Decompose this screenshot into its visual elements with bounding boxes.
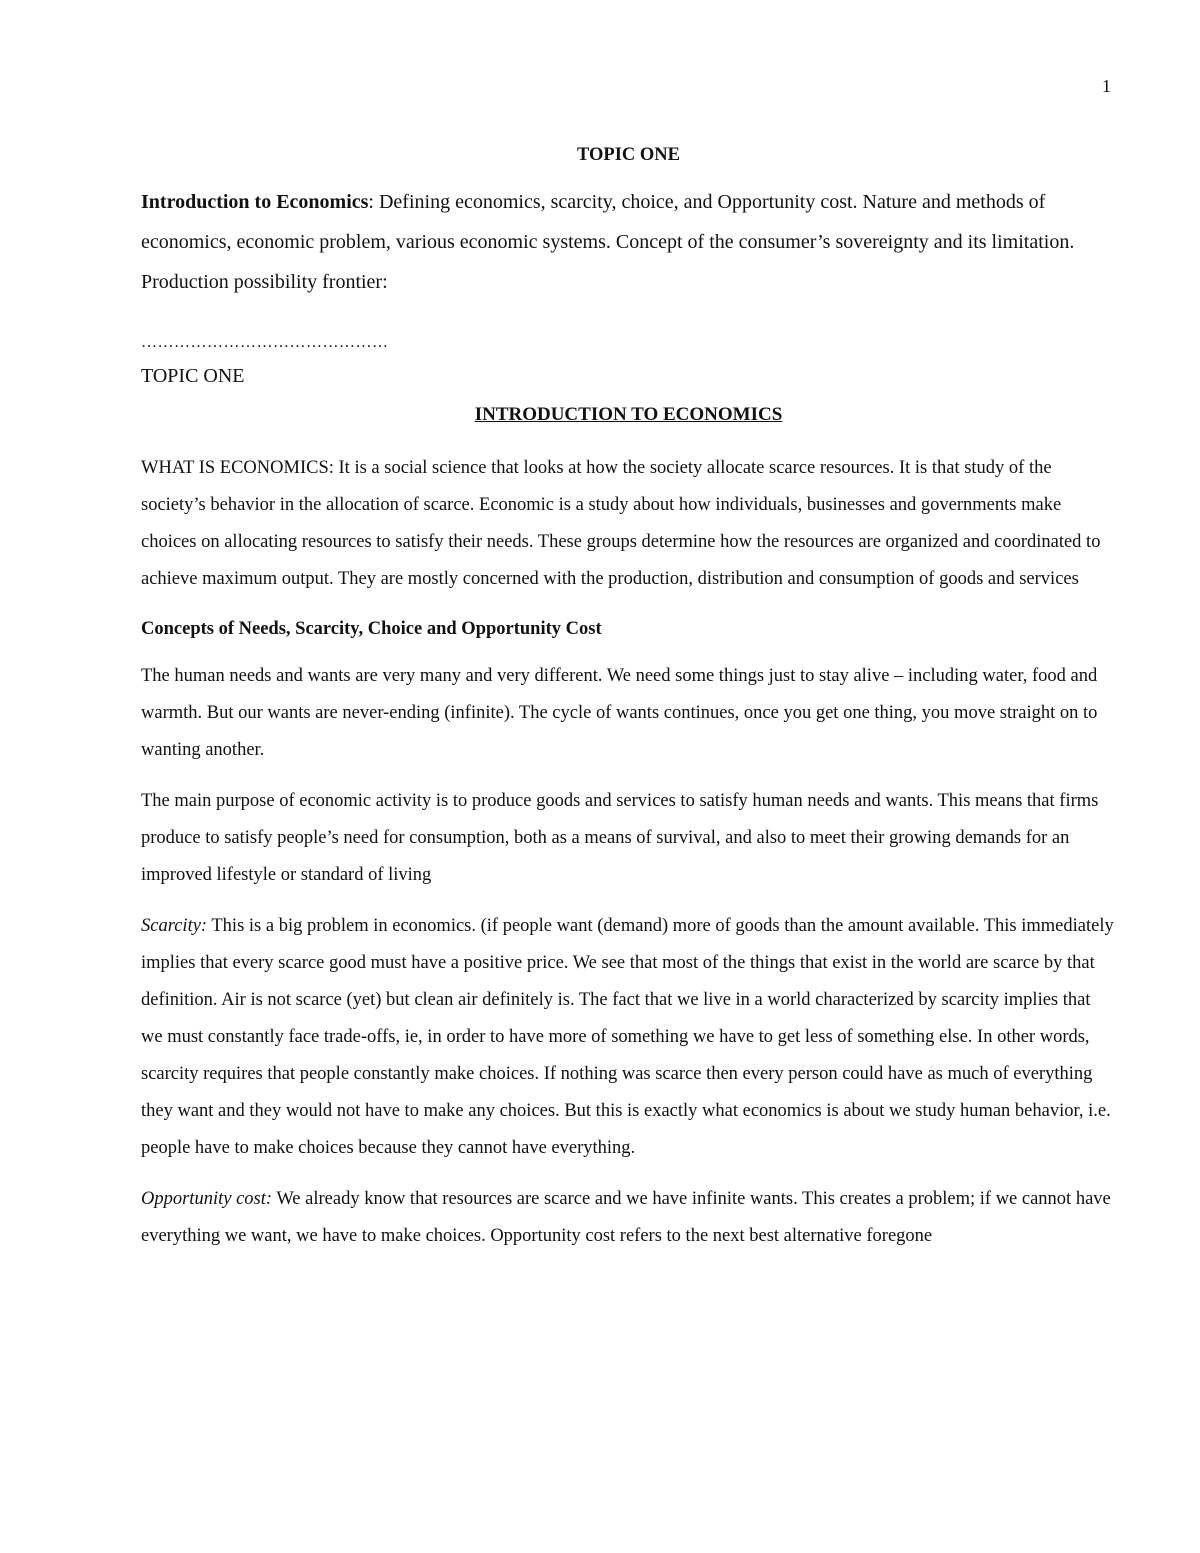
- scarcity-text: This is a big problem in economics. (if people want (demand) more of goods than the amount available. This immediately implies that every scarce good must have a positive price. We see that most of the things that exist in the world are scarce by that definition. Air is not scarce (yet) but clean air definitely is. The fact that we live in a world characterized by scarcity implies that we must constantly face trade-offs, ie, in order to have more of something we have to get less of something else. In other words, scarcity requires that people constantly make choices. If nothing was scarce then every person could have as much of everything they want and they would not have to make any choices. But this is exactly what economics is about we study human behavior, i.e. people have to make choices because they cannot have everything.: [141, 916, 1114, 1158]
- intro-paragraph: [141, 182, 1116, 302]
- scarcity-term: Scarcity:: [141, 916, 208, 936]
- opportunity-cost-text: We already know that resources are scarce and we have infinite wants. This creates a problem; if we cannot have everything we want, we have to make choices. Opportunity cost refers to the next best alternative foregone: [141, 1189, 1111, 1246]
- what-is-economics-paragraph: WHAT IS ECONOMICS: It is a social science that looks at how the society allocate scarce resources. It is that study of the society’s behavior in the allocation of scarce. Economic is a study about how individuals, businesses and governments make choices on allocating resources to satisfy their needs. These groups determine how the resources are organized and coordinated to achieve maximum output. They are mostly concerned with the production, distribution and consumption of goods and services: [141, 458, 1101, 589]
- concepts-heading: Concepts of Needs, Scarcity, Choice and Opportunity Cost: [141, 619, 602, 639]
- topic-heading: TOPIC ONE: [577, 145, 680, 165]
- document-body: [141, 140, 1116, 1255]
- dotted-separator: ………………………………………: [141, 334, 389, 351]
- intro-label: Introduction to Economics: [141, 191, 369, 213]
- intro-text: : Defining economics, scarcity, choice, and Opportunity cost. Nature and methods of economics, economic problem, various economic systems. Concept of the consumer’s sovereignty and its limitation. Production possibility frontier:: [141, 191, 1075, 293]
- opportunity-cost-term: Opportunity cost:: [141, 1189, 273, 1209]
- topic-label: TOPIC ONE: [141, 365, 245, 387]
- scarcity-paragraph: [141, 908, 1116, 1167]
- needs-paragraph: The human needs and wants are very many and very different. We need some things just to stay alive – including water, food and warmth. But our wants are never-ending (infinite). The cycle of wants continues, once you get one thing, you move straight on to wanting another.: [141, 666, 1098, 760]
- opportunity-cost-paragraph: [141, 1181, 1116, 1255]
- main-heading: INTRODUCTION TO ECONOMICS: [474, 404, 783, 425]
- page-number: 1: [1102, 76, 1111, 96]
- purpose-paragraph: The main purpose of economic activity is to produce goods and services to satisfy human needs and wants. This means that firms produce to satisfy people’s need for consumption, both as a means of survival, and also to meet their growing demands for an improved lifestyle or standard of living: [141, 791, 1099, 885]
